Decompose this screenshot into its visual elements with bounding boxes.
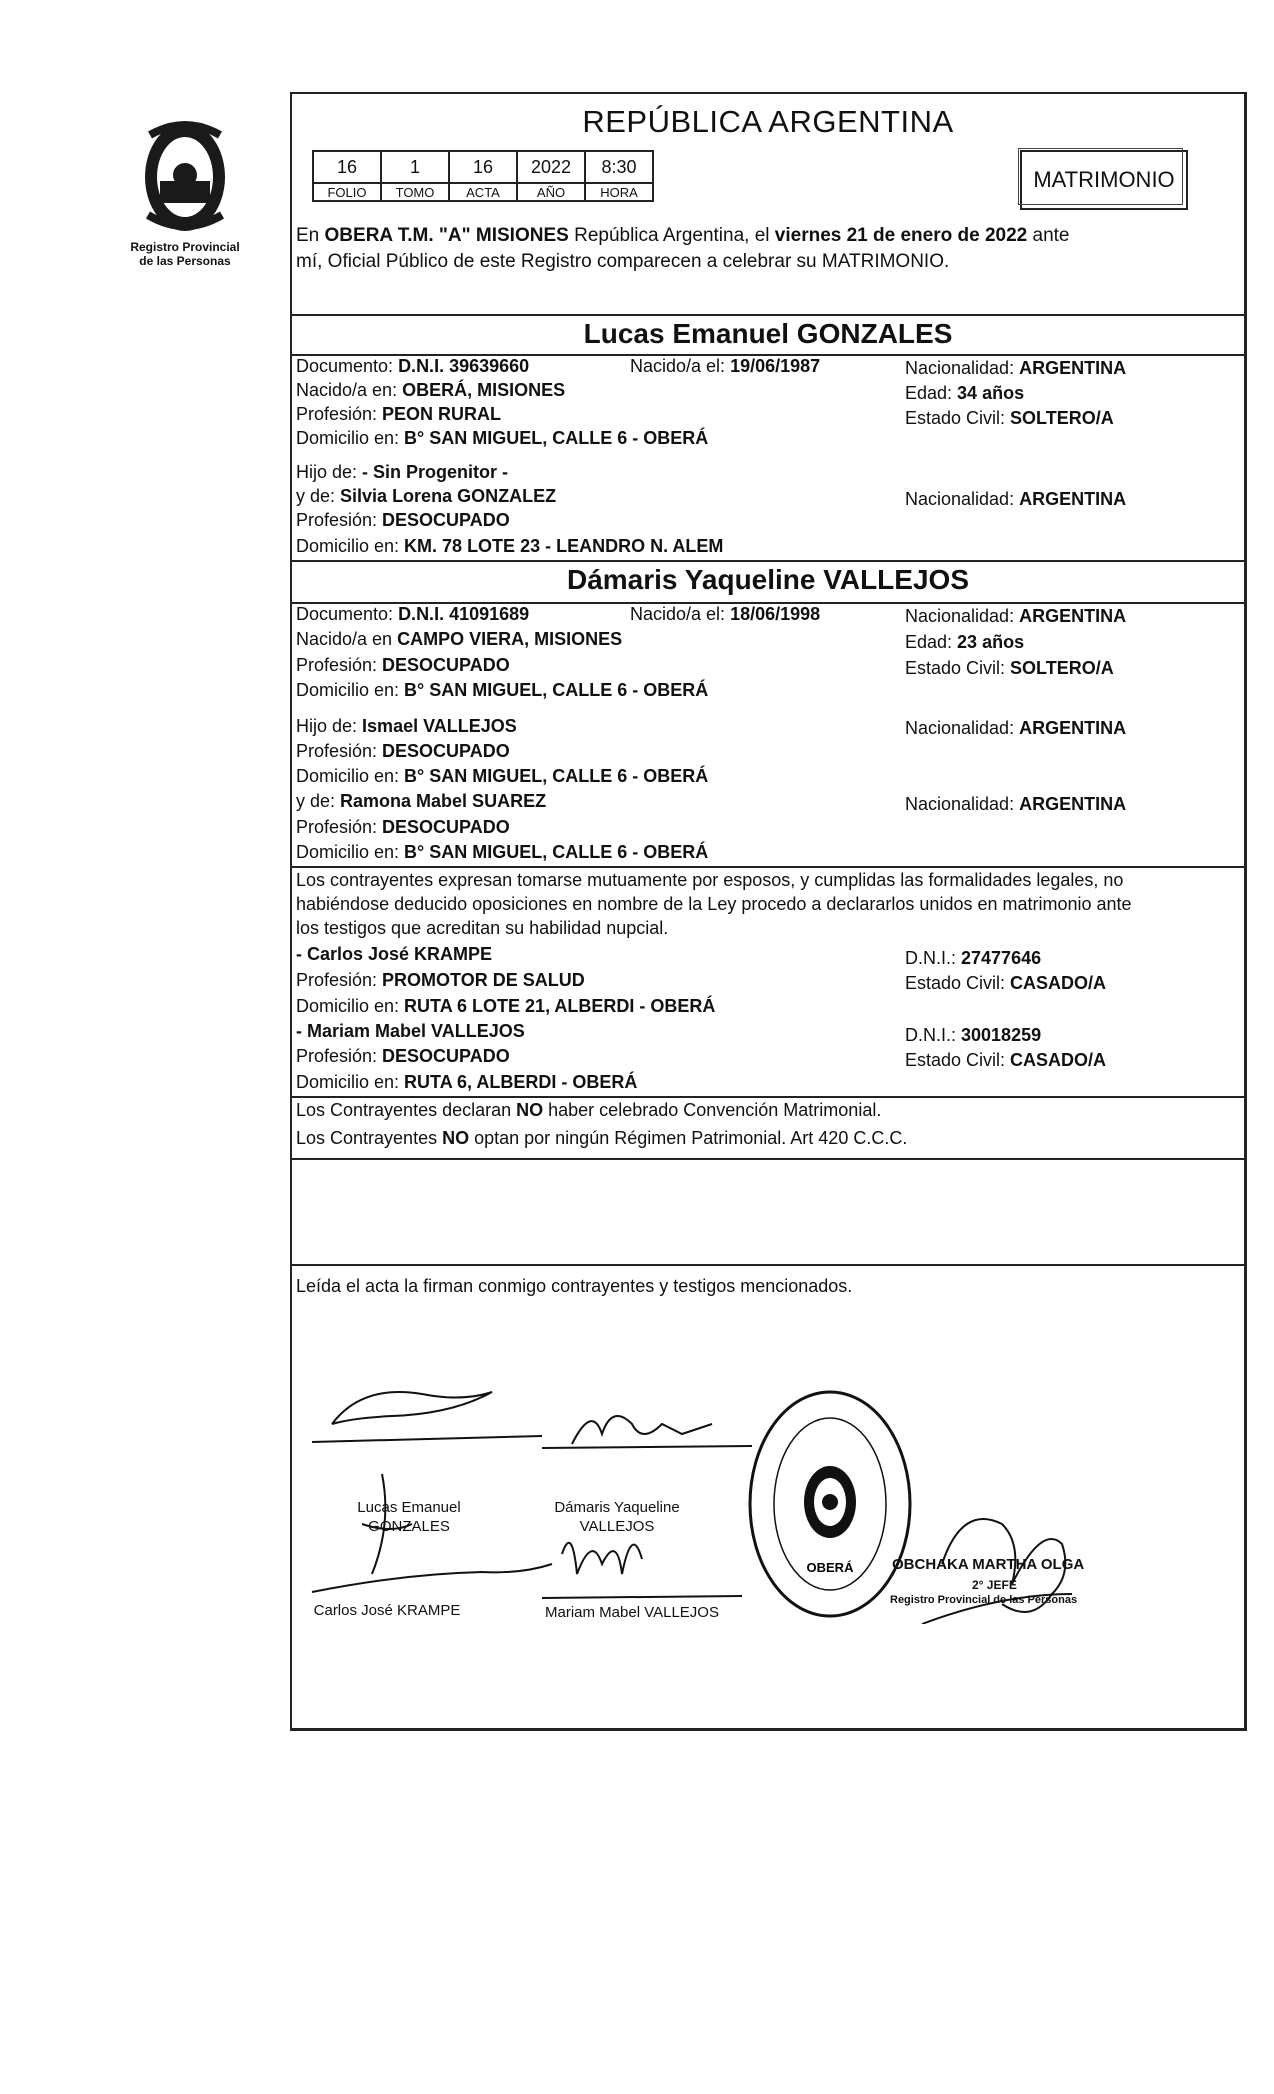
record-type-box: MATRIMONIO	[1020, 150, 1188, 210]
party1-name: Lucas Emanuel GONZALES	[583, 318, 953, 349]
witness2-civil: Estado Civil: CASADO/A	[905, 1050, 1107, 1070]
folio-value: 16	[313, 151, 381, 183]
party1-age: Edad: 34 años	[905, 383, 1025, 403]
anio-value: 2022	[517, 151, 585, 183]
stamp-inner-text: OBERÁ	[806, 1560, 854, 1575]
party2-born-in: Nacido/a en CAMPO VIERA, MISIONES	[296, 629, 623, 649]
issuer-caption-1: Registro Provincial	[130, 240, 240, 254]
witness1-name: - Carlos José KRAMPE	[296, 944, 493, 964]
party2-doc: Documento: D.N.I. 41091689	[296, 604, 530, 624]
declaration-line-1: Los contrayentes expresan tomarse mutuamente por esposos, y cumplidas las formalidades legales, no	[296, 870, 1124, 890]
sig2-line-1: Dámaris Yaqueline	[554, 1499, 680, 1516]
acta-value: 16	[449, 151, 517, 183]
acta-label: ACTA	[449, 183, 517, 201]
tomo-label: TOMO	[381, 183, 449, 201]
intro-line-1: En OBERA T.M. "A" MISIONES República Argentina, el viernes 21 de enero de 2022 ante	[296, 225, 1070, 246]
declaration-line-3: los testigos que acreditan su habilidad nupcial.	[296, 918, 669, 938]
party2-mother-profession: Profesión: DESOCUPADO	[296, 817, 510, 837]
party1-mother-address: Domicilio en: KM. 78 LOTE 23 - LEANDRO N. ALEM	[296, 536, 724, 556]
witness2-address: Domicilio en: RUTA 6, ALBERDI - OBERÁ	[296, 1072, 638, 1092]
party2-father-address: Domicilio en: B° SAN MIGUEL, CALLE 6 - OBERÁ	[296, 766, 709, 786]
witness2-dni: D.N.I.: 30018259	[905, 1025, 1042, 1045]
sig4-name: Mariam Mabel VALLEJOS	[545, 1604, 719, 1621]
party1-born-in: Nacido/a en: OBERÁ, MISIONES	[296, 380, 566, 400]
party2-father-nationality: Nacionalidad: ARGENTINA	[905, 718, 1127, 738]
folio-label: FOLIO	[313, 183, 381, 201]
country-title: REPÚBLICA ARGENTINA	[582, 104, 954, 139]
notes-line-1: Los Contrayentes declaran NO haber celebrado Convención Matrimonial.	[296, 1100, 882, 1120]
sig3-name: Carlos José KRAMPE	[313, 1602, 461, 1619]
party2-mother-nationality: Nacionalidad: ARGENTINA	[905, 794, 1127, 814]
intro-line-2: mí, Oficial Público de este Registro comparecen a celebrar su MATRIMONIO.	[296, 251, 950, 272]
sig1-line-1: Lucas Emanuel	[357, 1499, 461, 1516]
provincial-seal-icon	[110, 115, 260, 235]
party1-nationality: Nacionalidad: ARGENTINA	[905, 358, 1127, 378]
party2-address: Domicilio en: B° SAN MIGUEL, CALLE 6 - OBERÁ	[296, 680, 709, 700]
officer-title: 2° JEFE	[972, 1578, 1017, 1592]
tomo-value: 1	[381, 151, 449, 183]
party1-mother: y de: Silvia Lorena GONZALEZ	[296, 486, 557, 506]
witness1-profession: Profesión: PROMOTOR DE SALUD	[296, 970, 585, 990]
party1-profession: Profesión: PEON RURAL	[296, 404, 502, 424]
party2-age: Edad: 23 años	[905, 632, 1025, 652]
notes-line-2: Los Contrayentes NO optan por ningún Régimen Patrimonial. Art 420 C.C.C.	[296, 1128, 908, 1148]
sig2-line-2: VALLEJOS	[579, 1518, 655, 1535]
witness1-dni: D.N.I.: 27477646	[905, 948, 1042, 968]
party1-mother-nationality: Nacionalidad: ARGENTINA	[905, 489, 1127, 509]
hora-value: 8:30	[585, 151, 653, 183]
party2-born-on: Nacido/a el: 18/06/1998	[630, 604, 821, 624]
issuer-caption-2: de las Personas	[139, 254, 231, 268]
party2-nationality: Nacionalidad: ARGENTINA	[905, 606, 1127, 626]
officer-name: OBCHAKA MARTHA OLGA	[892, 1556, 1085, 1573]
party1-born-on: Nacido/a el: 19/06/1987	[630, 356, 821, 376]
officer-org: Registro Provincial de las Personas	[890, 1594, 1078, 1606]
witness1-civil: Estado Civil: CASADO/A	[905, 973, 1107, 993]
declaration-line-2: habiéndose deducido oposiciones en nombre de la Ley procedo a declararlos unidos en matrimonio ante	[296, 894, 1132, 914]
hora-label: HORA	[585, 183, 653, 201]
party1-father: Hijo de: - Sin Progenitor -	[296, 462, 509, 482]
closing-text: Leída el acta la firman conmigo contrayentes y testigos mencionados.	[296, 1276, 853, 1296]
party2-mother-address: Domicilio en: B° SAN MIGUEL, CALLE 6 - OBERÁ	[296, 842, 709, 862]
party2-mother: y de: Ramona Mabel SUAREZ	[296, 791, 547, 811]
party2-profession: Profesión: DESOCUPADO	[296, 655, 510, 675]
party1-doc: Documento: D.N.I. 39639660	[296, 356, 530, 376]
issuer-logo	[110, 115, 260, 268]
witness2-profession: Profesión: DESOCUPADO	[296, 1046, 510, 1066]
sig1-line-2: GONZALES	[368, 1518, 450, 1535]
marriage-certificate	[290, 92, 1247, 1731]
party2-father: Hijo de: Ismael VALLEJOS	[296, 716, 517, 736]
party2-father-profession: Profesión: DESOCUPADO	[296, 741, 510, 761]
anio-label: AÑO	[517, 183, 585, 201]
party2-civil: Estado Civil: SOLTERO/A	[905, 658, 1114, 678]
party1-address: Domicilio en: B° SAN MIGUEL, CALLE 6 - OBERÁ	[296, 428, 709, 448]
party1-mother-profession: Profesión: DESOCUPADO	[296, 510, 510, 530]
witness2-name: - Mariam Mabel VALLEJOS	[296, 1021, 525, 1041]
registry-table	[312, 150, 654, 202]
party2-name: Dámaris Yaqueline VALLEJOS	[566, 564, 969, 595]
witness1-address: Domicilio en: RUTA 6 LOTE 21, ALBERDI - OBERÁ	[296, 996, 716, 1016]
party1-civil: Estado Civil: SOLTERO/A	[905, 408, 1114, 428]
